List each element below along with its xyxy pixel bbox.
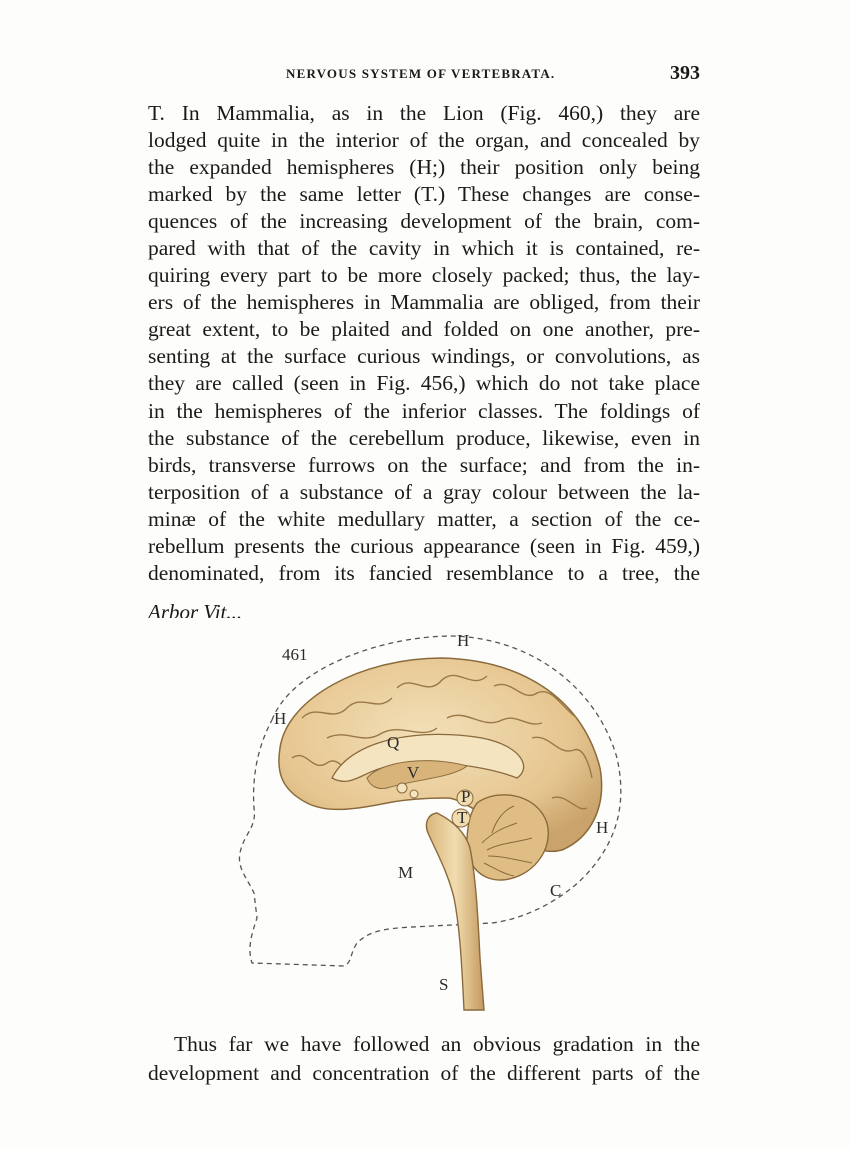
text-line: great extent, to be plaited and folded on one another, pre-	[148, 317, 700, 342]
text-line: ers of the hemispheres in Mammalia are obliged, from their	[148, 290, 700, 315]
text-line: terposition of a substance of a gray colour between the la-	[148, 479, 700, 504]
label-t: T	[457, 808, 468, 827]
text-line: quences of the increasing development of the brain, com-	[148, 209, 700, 234]
text-line: birds, transverse furrows on the surface; and from the in-	[148, 452, 700, 477]
label-c: C	[550, 881, 562, 900]
closing-paragraph	[148, 1030, 700, 1088]
label-h-top: H	[457, 631, 470, 650]
text-line: quiring every part to be more closely packed; thus, the lay-	[148, 263, 700, 288]
text-line: senting at the surface curious windings, or convolutions, as	[148, 344, 700, 369]
text-line: marked by the same letter (T.) These changes are conse-	[148, 182, 700, 207]
label-v: V	[407, 763, 420, 782]
brain-illustration	[232, 628, 642, 1018]
text-line: lodged quite in the interior of the organ, and concealed by	[148, 128, 700, 153]
text-line: T. In Mammalia, as in the Lion (Fig. 460,) they are	[148, 101, 700, 125]
label-m: M	[398, 863, 414, 882]
text-line: pared with that of the cavity in which it is contained, re-	[148, 236, 700, 261]
label-p: P	[461, 787, 471, 806]
main-paragraph	[148, 100, 700, 587]
running-title: NERVOUS SYSTEM OF VERTEBRATA.	[286, 66, 556, 81]
small-body	[397, 783, 407, 793]
brain-figure	[232, 628, 642, 1018]
text-line: the expanded hemispheres (H;) their position only being	[148, 155, 700, 180]
text-line: development and concentration of the different parts of the	[148, 1061, 700, 1085]
text-line: in the hemispheres of the inferior classes. The foldings of	[148, 398, 700, 423]
text-line: Thus far we have followed an obvious gradation in the	[174, 1032, 700, 1056]
label-h-left: H	[274, 709, 287, 728]
text-line: denominated, from its fancied resemblance to a tree, the	[148, 560, 700, 585]
label-s: S	[439, 975, 449, 994]
text-line: they are called (seen in Fig. 456,) which do not take place	[148, 371, 700, 396]
running-header	[148, 64, 700, 90]
cerebellum	[467, 795, 549, 880]
clipped-line: Arbor Vit...	[148, 600, 243, 618]
text-line: minæ of the white medullary matter, a section of the ce-	[148, 506, 700, 531]
label-q: Q	[387, 733, 400, 752]
text-line: the substance of the cerebellum produce, likewise, even in	[148, 425, 700, 450]
page-number: 393	[670, 62, 700, 84]
text-line: rebellum presents the curious appearance (seen in Fig. 459,)	[148, 533, 700, 558]
figure-number: 461	[282, 645, 308, 664]
label-h-right: H	[596, 818, 609, 837]
small-body	[410, 790, 418, 798]
